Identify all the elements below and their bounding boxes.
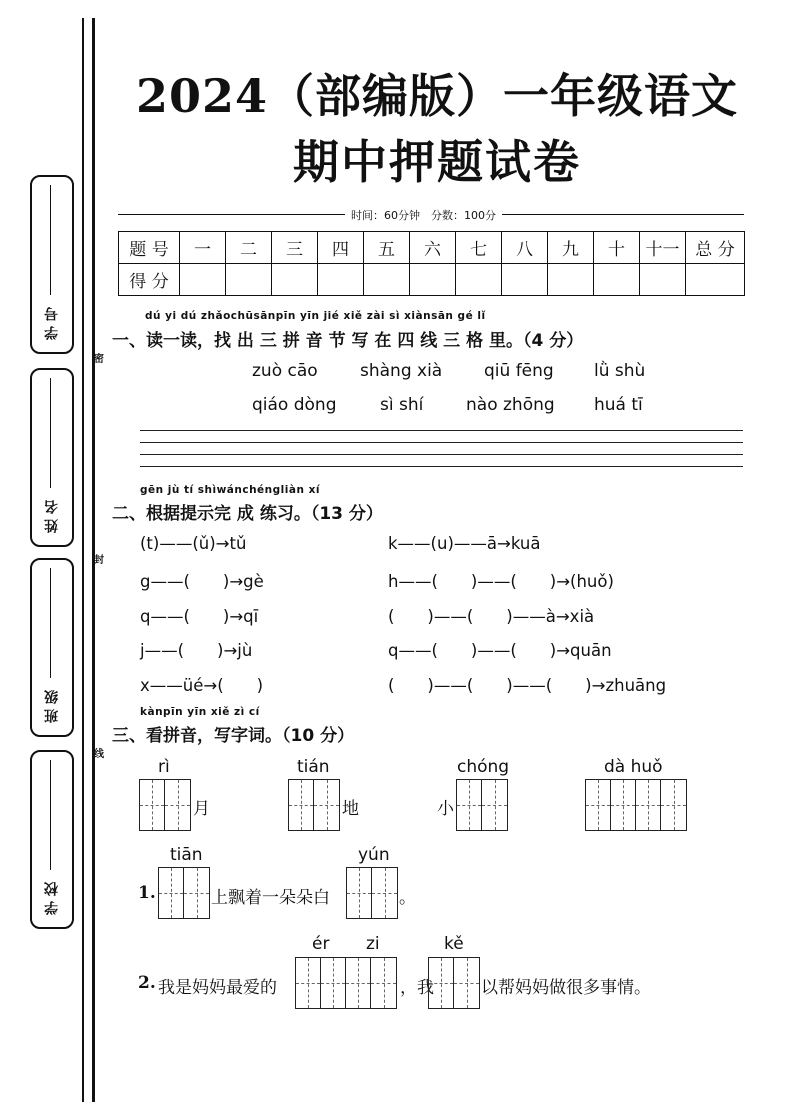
class-label: 班 级 bbox=[44, 690, 60, 723]
score-table bbox=[118, 231, 745, 296]
student-number-line bbox=[50, 185, 51, 295]
sentence2-start: 我是妈妈最爱的 bbox=[158, 978, 277, 998]
tianzige-cell[interactable] bbox=[165, 780, 190, 830]
exercise-right[interactable]: q——( )——( )→quān bbox=[388, 641, 612, 660]
tianzige-cell[interactable] bbox=[321, 958, 346, 1008]
exam-title-line2: 期中押题试卷 bbox=[293, 135, 581, 189]
tianzige-cell[interactable] bbox=[636, 780, 661, 830]
score-header-cell: 十一 bbox=[640, 232, 686, 264]
exercise-right[interactable]: ( )——( )——( )→zhuāng bbox=[388, 676, 667, 695]
section1-word: huá tī bbox=[594, 395, 643, 415]
tianzige-cell[interactable] bbox=[159, 868, 184, 918]
section1-pinyin: dú yi dú zhǎochūsānpīn yīn jié xiě zài sì xiànsān gé lǐ bbox=[145, 310, 486, 322]
tianzige-cell[interactable] bbox=[372, 868, 397, 918]
section1-word: zuò cāo bbox=[252, 361, 318, 381]
score-cell[interactable] bbox=[364, 264, 410, 296]
tianzige-box[interactable] bbox=[288, 779, 340, 831]
sentence1-pinyin1: tiān bbox=[170, 845, 203, 865]
word-pinyin: tián bbox=[297, 757, 330, 777]
score-header-cell: 六 bbox=[410, 232, 456, 264]
student-name-label: 姓 名 bbox=[44, 500, 60, 533]
section1-word: qiū fēng bbox=[484, 361, 554, 381]
student-number-label: 学 号 bbox=[44, 307, 60, 340]
score-header-cell: 一 bbox=[180, 232, 226, 264]
score-cell[interactable] bbox=[180, 264, 226, 296]
school-box[interactable] bbox=[30, 750, 74, 929]
tianzige-cell[interactable] bbox=[140, 780, 165, 830]
section3-title: 三、看拼音，写字词。（10 分） bbox=[112, 726, 355, 746]
sentence2-end: 以帮妈妈做很多事情。 bbox=[481, 978, 651, 998]
sentence2-pinyin1: ér bbox=[312, 934, 330, 954]
score-cell[interactable] bbox=[456, 264, 502, 296]
tianzige-box[interactable] bbox=[295, 957, 397, 1009]
tianzige-box[interactable] bbox=[456, 779, 508, 831]
school-line bbox=[50, 760, 51, 870]
score-table-header-row bbox=[119, 232, 745, 264]
section1-word: shàng xià bbox=[360, 361, 443, 381]
word-pinyin: rì bbox=[158, 757, 170, 777]
score-cell[interactable] bbox=[272, 264, 318, 296]
writing-line bbox=[140, 442, 743, 443]
score-header-cell: 总 分 bbox=[686, 232, 745, 264]
sentence1-pinyin2: yún bbox=[358, 845, 390, 865]
sentence2-pinyin3: kě bbox=[444, 934, 464, 954]
section2-pinyin: gēn jù tí shìwánchéngliàn xí bbox=[140, 484, 320, 496]
student-name-box[interactable] bbox=[30, 368, 74, 547]
word-prefix: 小 bbox=[437, 799, 454, 819]
sentence2-pinyin2: zi bbox=[366, 934, 380, 954]
score-cell[interactable] bbox=[410, 264, 456, 296]
tianzige-box[interactable] bbox=[346, 867, 398, 919]
exam-title-line1: 2024（部编版）一年级语文 bbox=[135, 69, 739, 123]
class-line bbox=[50, 568, 51, 678]
exercise-left[interactable]: q——( )→qī bbox=[140, 607, 259, 626]
section2-title: 二、根据提示完 成 练习。（13 分） bbox=[112, 504, 383, 524]
section1-word: lǜ shù bbox=[594, 361, 646, 381]
exercise-left[interactable]: x——üé→( ) bbox=[140, 676, 264, 695]
tianzige-box[interactable] bbox=[585, 779, 687, 831]
section3-pinyin: kànpīn yīn xiě zì cí bbox=[140, 706, 260, 718]
section1-word: qiáo dòng bbox=[252, 395, 337, 415]
section1-word: sì shí bbox=[380, 395, 424, 415]
section1-title: 一、读一读，找 出 三 拼 音 节 写 在 四 线 三 格 里。（4 分） bbox=[112, 331, 584, 351]
tianzige-cell[interactable] bbox=[429, 958, 454, 1008]
tianzige-cell[interactable] bbox=[482, 780, 507, 830]
score-cell[interactable] bbox=[640, 264, 686, 296]
four-line-writing-area[interactable] bbox=[140, 430, 743, 466]
score-header-cell: 四 bbox=[318, 232, 364, 264]
writing-line bbox=[140, 454, 743, 455]
tianzige-box[interactable] bbox=[428, 957, 480, 1009]
student-number-box[interactable] bbox=[30, 175, 74, 354]
score-cell[interactable] bbox=[226, 264, 272, 296]
exercise-right[interactable]: k——(u)——ā→kuā bbox=[388, 534, 541, 553]
school-label: 学 校 bbox=[44, 882, 60, 915]
tianzige-cell[interactable] bbox=[611, 780, 636, 830]
section1-word: nào zhōng bbox=[466, 395, 555, 415]
binding-char-mi: 密 bbox=[94, 354, 104, 365]
score-cell[interactable] bbox=[548, 264, 594, 296]
tianzige-cell[interactable] bbox=[289, 780, 314, 830]
sentence2-number: 2. bbox=[138, 973, 156, 993]
time-info: 时间：60分钟 分数：100分 bbox=[345, 207, 502, 223]
exercise-right[interactable]: ( )——( )——à→xià bbox=[388, 607, 595, 626]
score-row-label: 得 分 bbox=[119, 264, 180, 296]
tianzige-cell[interactable] bbox=[586, 780, 611, 830]
tianzige-cell[interactable] bbox=[346, 958, 371, 1008]
score-header-cell: 七 bbox=[456, 232, 502, 264]
tianzige-cell[interactable] bbox=[296, 958, 321, 1008]
tianzige-cell[interactable] bbox=[457, 780, 482, 830]
tianzige-box[interactable] bbox=[139, 779, 191, 831]
score-header-cell: 九 bbox=[548, 232, 594, 264]
tianzige-cell[interactable] bbox=[454, 958, 479, 1008]
score-cell[interactable] bbox=[318, 264, 364, 296]
score-header-cell: 八 bbox=[502, 232, 548, 264]
writing-line bbox=[140, 466, 743, 467]
binding-char-xian: 线 bbox=[94, 749, 104, 760]
exercise-left[interactable]: (t)——(ǔ)→tǔ bbox=[140, 534, 247, 553]
class-box[interactable] bbox=[30, 558, 74, 737]
sentence1-text: 上飘着一朵朵白 bbox=[211, 888, 330, 908]
score-header-cell: 二 bbox=[226, 232, 272, 264]
tianzige-cell[interactable] bbox=[184, 868, 209, 918]
tianzige-cell[interactable] bbox=[371, 958, 396, 1008]
score-cell[interactable] bbox=[686, 264, 745, 296]
student-name-line bbox=[50, 378, 51, 488]
score-header-cell: 题 号 bbox=[119, 232, 180, 264]
writing-line bbox=[140, 430, 743, 431]
exercise-left[interactable]: j——( )→jù bbox=[140, 641, 253, 660]
score-header-cell: 五 bbox=[364, 232, 410, 264]
tianzige-box[interactable] bbox=[158, 867, 210, 919]
word-pinyin: chóng bbox=[457, 757, 510, 777]
word-pinyin: dà huǒ bbox=[604, 757, 663, 777]
word-suffix: 地 bbox=[342, 799, 359, 819]
exercise-right[interactable]: h——( )——( )→(huǒ) bbox=[388, 572, 614, 591]
score-cell[interactable] bbox=[594, 264, 640, 296]
score-header-cell: 十 bbox=[594, 232, 640, 264]
tianzige-cell[interactable] bbox=[661, 780, 686, 830]
binding-char-feng: 封 bbox=[94, 555, 104, 566]
sentence1-number: 1. bbox=[138, 883, 156, 903]
exercise-left[interactable]: g——( )→gè bbox=[140, 572, 264, 591]
tianzige-cell[interactable] bbox=[314, 780, 339, 830]
score-header-cell: 三 bbox=[272, 232, 318, 264]
score-cell[interactable] bbox=[502, 264, 548, 296]
score-table-score-row bbox=[119, 264, 745, 296]
word-suffix: 月 bbox=[193, 799, 210, 819]
sentence1-end: 。 bbox=[399, 888, 416, 908]
sentence2-mid: ，我 bbox=[400, 978, 434, 998]
tianzige-cell[interactable] bbox=[347, 868, 372, 918]
